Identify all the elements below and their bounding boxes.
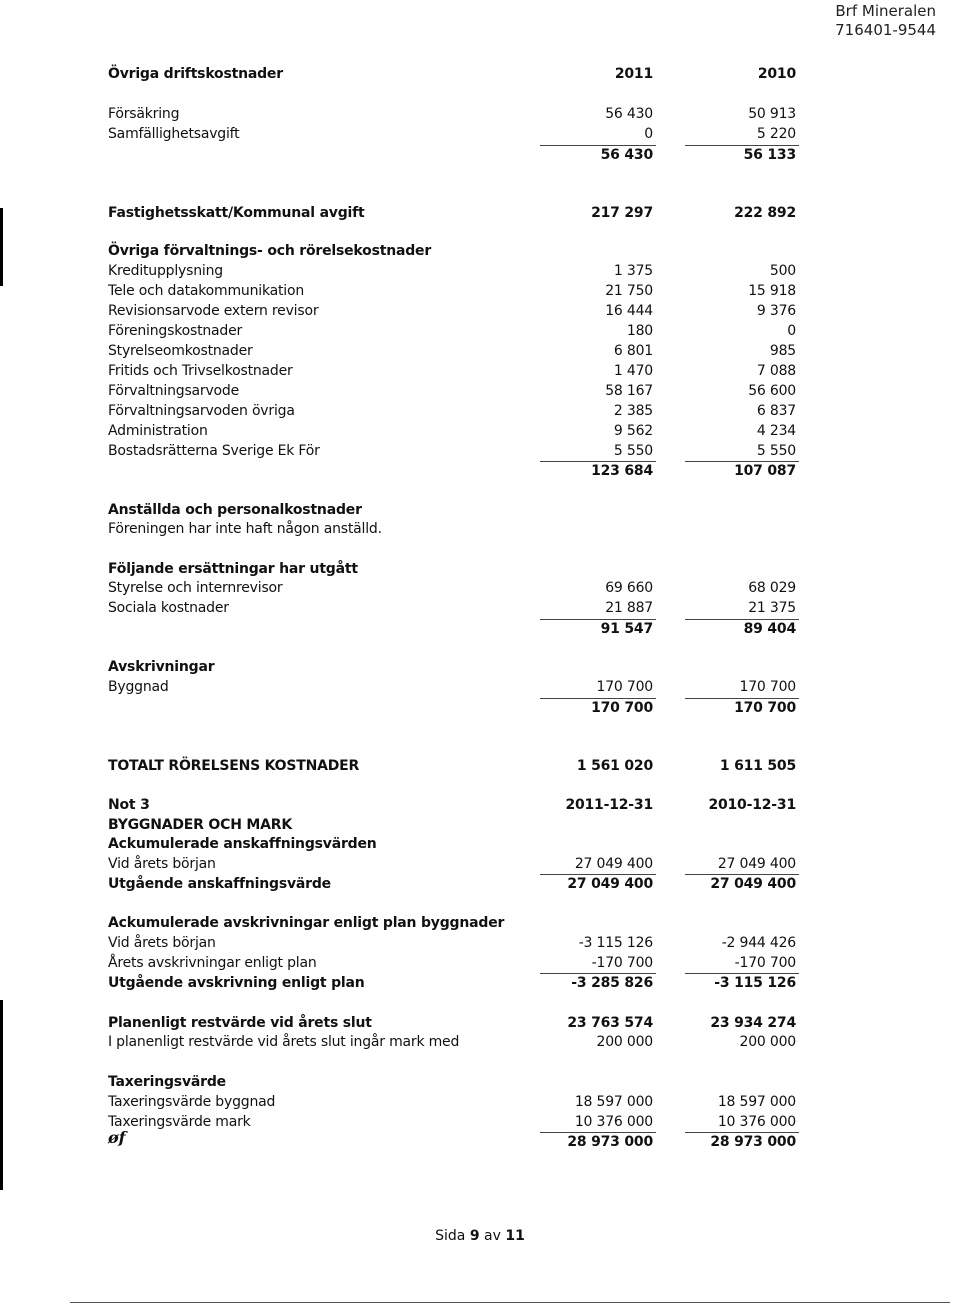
note-number: Not 3: [108, 797, 150, 813]
row-label: Tele och datakommunikation: [108, 283, 305, 299]
value-2011: 23 763 574: [567, 1015, 653, 1031]
value-2010: 50 913: [748, 106, 796, 122]
table-row: [108, 933, 808, 953]
value-2010: 200 000: [739, 1034, 796, 1050]
value-2011: 27 049 400: [574, 856, 653, 872]
table-row: [108, 401, 808, 421]
row-label: Utgående anskaffningsvärde: [108, 876, 331, 892]
value-2011: 170 700: [596, 679, 653, 695]
value-2011: 1 375: [613, 263, 653, 279]
row-label: Planenligt restvärde vid årets slut: [108, 1015, 372, 1031]
section-heading: [108, 241, 808, 261]
value-2010: 56 600: [748, 383, 796, 399]
section-heading: [108, 834, 808, 854]
table-row: [108, 598, 808, 618]
value-2011: -3 115 126: [578, 935, 653, 951]
total-row: [108, 145, 808, 165]
page-footer: [0, 1228, 960, 1244]
row-label: Förvaltningsarvode: [108, 383, 240, 399]
table-row: [108, 321, 808, 341]
table-row: [108, 1112, 808, 1132]
total-2010: -3 115 126: [714, 975, 796, 991]
note-text: Föreningen har inte haft någon anställd.: [108, 521, 382, 537]
org-name: Brf Mineralen: [835, 2, 936, 20]
total-2010: 56 133: [743, 147, 796, 163]
value-2010: 0: [787, 323, 796, 339]
note-heading-row: [108, 795, 808, 815]
section-heading: [108, 500, 808, 520]
value-2011: 2 385: [613, 403, 653, 419]
total-2011: -3 285 826: [571, 975, 653, 991]
section-heading: [108, 559, 808, 579]
table-row: [108, 104, 808, 124]
total-2010: 28 973 000: [710, 1134, 796, 1150]
value-2010: -2 944 426: [721, 935, 796, 951]
total-2011: 123 684: [591, 463, 653, 479]
table-row: [108, 381, 808, 401]
value-2010: 5 220: [756, 126, 796, 142]
table-row: [108, 341, 808, 361]
row-label: Administration: [108, 423, 208, 439]
table-row: [108, 203, 808, 223]
total-2010: 89 404: [743, 621, 796, 637]
table-row: [108, 1013, 808, 1033]
section-heading: [108, 657, 808, 677]
section-heading: [108, 1072, 808, 1092]
value-2011: 10 376 000: [574, 1114, 653, 1130]
row-label: Vid årets början: [108, 935, 216, 951]
row-label: Försäkring: [108, 106, 180, 122]
date-2011-header: 2011-12-31: [565, 797, 653, 813]
row-label: Fastighetsskatt/Kommunal avgift: [108, 205, 365, 221]
table-row: [108, 1092, 808, 1112]
value-2010: 6 837: [756, 403, 796, 419]
value-2011: 56 430: [605, 106, 653, 122]
value-2011: 5 550: [613, 443, 653, 459]
value-2011: 58 167: [605, 383, 653, 399]
section-title: Följande ersättningar har utgått: [108, 561, 358, 577]
bottom-rule: [70, 1302, 950, 1303]
row-label: I planenligt restvärde vid årets slut ingår mark med: [108, 1034, 460, 1050]
value-2011: 9 562: [613, 423, 653, 439]
row-label: Föreningskostnader: [108, 323, 243, 339]
row-label: Förvaltningsarvoden övriga: [108, 403, 295, 419]
value-2011: 6 801: [613, 343, 653, 359]
drift-heading-row: [108, 64, 808, 84]
value-2010: 68 029: [748, 580, 796, 596]
value-2010: 18 597 000: [717, 1094, 796, 1110]
value-2011: -170 700: [591, 955, 653, 971]
section-title: Avskrivningar: [108, 659, 215, 675]
row-label: Styrelse och internrevisor: [108, 580, 283, 596]
total-2010: 170 700: [734, 700, 796, 716]
table-row: [108, 677, 808, 697]
row-label: Samfällighetsavgift: [108, 126, 240, 142]
grand-total-row: [108, 756, 808, 776]
value-2010: 5 550: [756, 443, 796, 459]
value-2010: 10 376 000: [717, 1114, 796, 1130]
value-2011: 16 444: [605, 303, 653, 319]
total-row: [108, 698, 808, 718]
value-2010: 985: [769, 343, 796, 359]
value-2010: 4 234: [756, 423, 796, 439]
value-2011: 69 660: [605, 580, 653, 596]
value-2011: 21 887: [605, 600, 653, 616]
year-2010-header: 2010: [757, 66, 796, 82]
table-row: [108, 1032, 808, 1052]
table-row: [108, 301, 808, 321]
table-row: [108, 261, 808, 281]
total-2011: 56 430: [600, 147, 653, 163]
row-label: Fritids och Trivselkostnader: [108, 363, 293, 379]
section-heading: [108, 913, 808, 933]
value-2010: 7 088: [756, 363, 796, 379]
value-2011: 21 750: [605, 283, 653, 299]
row-label: Utgående avskrivning enligt plan: [108, 975, 365, 991]
row-label: Kreditupplysning: [108, 263, 223, 279]
section-title: Övriga förvaltnings- och rörelsekostnader: [108, 243, 432, 259]
page-label: Sida: [435, 1228, 470, 1244]
value-2010: 23 934 274: [710, 1015, 796, 1031]
document-header: [835, 2, 936, 40]
value-2011: 180: [626, 323, 653, 339]
row-label: Vid årets början: [108, 856, 216, 872]
total-row: [108, 619, 808, 639]
total-row: [108, 461, 808, 481]
row-label: Bostadsrätterna Sverige Ek För: [108, 443, 320, 459]
row-label: Byggnad: [108, 679, 169, 695]
table-row: [108, 441, 808, 461]
page-total: 11: [505, 1228, 525, 1244]
total-row: [108, 874, 808, 894]
page-of: av: [479, 1228, 506, 1244]
value-2011: 1 470: [613, 363, 653, 379]
value-2010: 1 611 505: [719, 758, 796, 774]
date-2010-header: 2010-12-31: [708, 797, 796, 813]
value-2010: 170 700: [739, 679, 796, 695]
value-2010: 222 892: [734, 205, 796, 221]
value-2010: 21 375: [748, 600, 796, 616]
table-row: [108, 953, 808, 973]
total-2010: 107 087: [734, 463, 796, 479]
row-label: Styrelseomkostnader: [108, 343, 253, 359]
value-2011: 18 597 000: [574, 1094, 653, 1110]
value-2011: 1 561 020: [576, 758, 653, 774]
scan-edge-mark: [0, 1000, 3, 1190]
total-2011: 91 547: [600, 621, 653, 637]
table-row: [108, 421, 808, 441]
total-2010: 27 049 400: [710, 876, 796, 892]
year-2011-header: 2011: [614, 66, 653, 82]
section-title: Anställda och personalkostnader: [108, 502, 362, 518]
total-2011: 170 700: [591, 700, 653, 716]
row-label: Taxeringsvärde byggnad: [108, 1094, 276, 1110]
value-2010: 9 376: [756, 303, 796, 319]
value-2010: 15 918: [748, 283, 796, 299]
value-2010: -170 700: [734, 955, 796, 971]
total-2011: 28 973 000: [567, 1134, 653, 1150]
value-2010: 500: [769, 263, 796, 279]
value-2011: 0: [644, 126, 653, 142]
org-number: 716401-9544: [835, 21, 936, 39]
scan-edge-mark: [0, 208, 3, 286]
row-label: Taxeringsvärde mark: [108, 1114, 251, 1130]
table-row: [108, 578, 808, 598]
note-title: BYGGNADER OCH MARK: [108, 817, 292, 833]
row-label: TOTALT RÖRELSENS KOSTNADER: [108, 758, 360, 774]
page-number: 9: [469, 1228, 480, 1244]
total-row: [108, 1132, 808, 1152]
total-row: [108, 973, 808, 993]
value-2010: 27 049 400: [717, 856, 796, 872]
value-2011: 200 000: [596, 1034, 653, 1050]
note-text-row: [108, 519, 808, 539]
table-row: [108, 124, 808, 144]
total-2011: 27 049 400: [567, 876, 653, 892]
drift-title: Övriga driftskostnader: [108, 66, 283, 82]
section-title: Taxeringsvärde: [108, 1074, 226, 1090]
row-label: Årets avskrivningar enligt plan: [108, 955, 317, 971]
handwritten-initials: øf: [108, 1128, 126, 1147]
row-label: Sociala kostnader: [108, 600, 229, 616]
table-row: [108, 281, 808, 301]
section-title: Ackumulerade avskrivningar enligt plan byggnader: [108, 915, 505, 931]
section-title: Ackumulerade anskaffningsvärden: [108, 836, 377, 852]
value-2011: 217 297: [591, 205, 653, 221]
table-row: [108, 854, 808, 874]
section-heading: [108, 815, 808, 835]
row-label: Revisionsarvode extern revisor: [108, 303, 319, 319]
table-row: [108, 361, 808, 381]
